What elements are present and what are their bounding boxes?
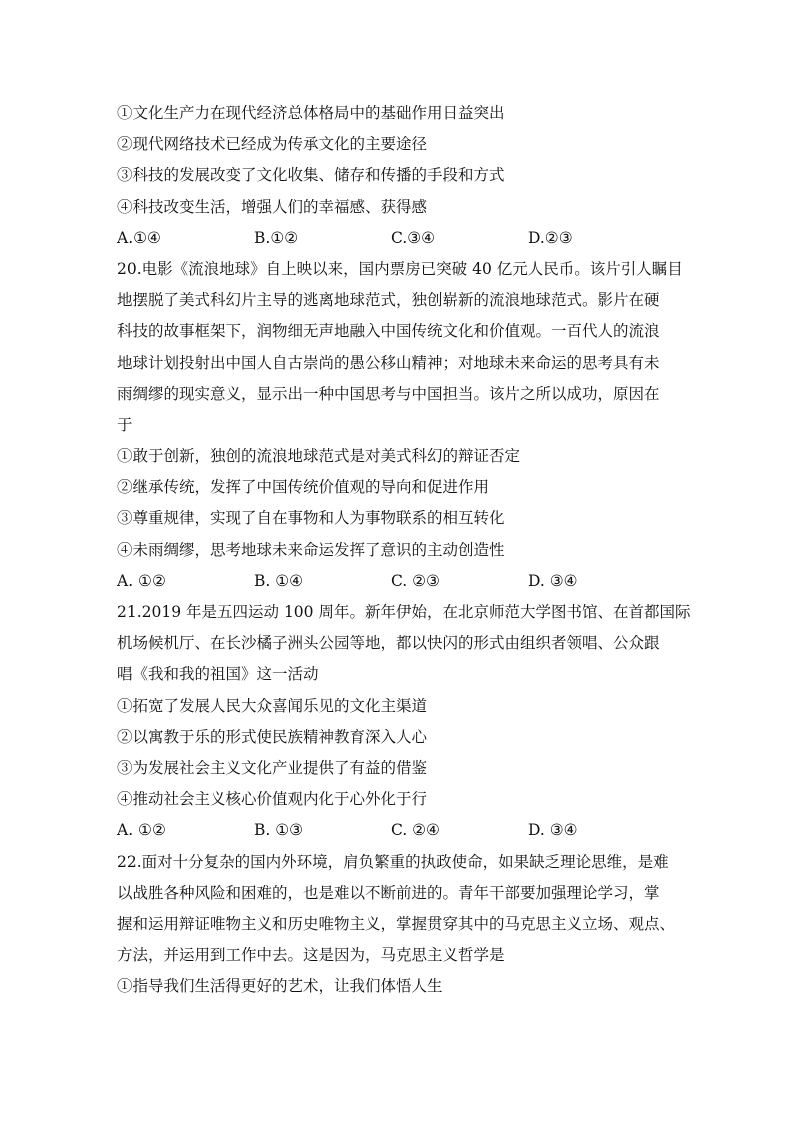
q22-stem-line-3: 握和运用辩证唯物主义和历史唯物主义，掌握贯穿其中的马克思主义立场、观点、 [117, 914, 676, 933]
q22-stem-line-4: 方法，并运用到工作中去。这是因为，马克思主义哲学是 [117, 946, 505, 965]
q22-option-1: ①指导我们生活得更好的艺术，让我们体悟人生 [117, 977, 443, 996]
question-22 [117, 847, 677, 1003]
q19-choices [117, 223, 677, 254]
q21-option-3: ③为发展社会主义文化产业提供了有益的借鉴 [117, 758, 428, 777]
q22-stem-line-2: 以战胜各种风险和困难的，也是难以不断前进的。青年干部要加强理论学习，掌 [117, 883, 660, 902]
q21-stem-line-3: 唱《我和我的祖国》这一活动 [117, 665, 319, 684]
q20-stem-line-6: 于 [117, 415, 133, 434]
q21-choice-d: D. ③④ [528, 821, 578, 840]
q21-stem-line-2: 机场候机厅、在长沙橘子洲头公园等地，都以快闪的形式由组织者领唱、公众跟 [117, 634, 660, 653]
q20-stem-line-5: 雨绸缪的现实意义，显示出一种中国思考与中国担当。该片之所以成功，原因在 [117, 384, 660, 403]
q21-choices [117, 815, 677, 846]
q19-option-3: ③科技的发展改变了文化收集、储存和传播的手段和方式 [117, 166, 505, 185]
q20-stem-line-1: 20.电影《流浪地球》自上映以来，国内票房已突破 40 亿元人民币。该片引人瞩目 [117, 259, 683, 278]
q20-option-2: ②继承传统，发挥了中国传统价值观的导向和促进作用 [117, 478, 490, 497]
q20-choices [117, 566, 677, 597]
q19-choice-c: C.③④ [391, 228, 436, 247]
q21-choice-a: A. ①② [117, 821, 166, 840]
q20-option-1: ①敢于创新，独创的流浪地球范式是对美式科幻的辩证否定 [117, 447, 521, 466]
q19-choice-d: D.②③ [528, 228, 573, 247]
q19-option-2: ②现代网络技术已经成为传承文化的主要途径 [117, 135, 428, 154]
q20-choice-c: C. ②③ [391, 571, 440, 590]
q20-stem-line-4: 地球计划投射出中国人自古崇尚的愚公移山精神；对地球未来命运的思考具有未 [117, 353, 660, 372]
q20-choice-a: A. ①② [117, 571, 166, 590]
q21-option-1: ①拓宽了发展人民大众喜闻乐见的文化主渠道 [117, 696, 428, 715]
q22-stem-line-1: 22.面对十分复杂的国内外环境，肩负繁重的执政使命，如果缺乏理论思维，是难 [117, 852, 669, 871]
q20-stem-line-2: 地摆脱了美式科幻片主导的逃离地球范式，独创崭新的流浪地球范式。影片在硬 [117, 291, 660, 310]
q20-choice-b: B. ①④ [254, 571, 304, 590]
question-19 [117, 98, 677, 254]
q21-choice-b: B. ①③ [254, 821, 304, 840]
q19-option-4: ④科技改变生活，增强人们的幸福感、获得感 [117, 197, 428, 216]
q21-option-2: ②以寓教于乐的形式使民族精神教育深入人心 [117, 727, 428, 746]
q19-choice-b: B.①② [254, 228, 299, 247]
q19-choice-a: A.①④ [117, 228, 161, 247]
q19-option-1: ①文化生产力在现代经济总体格局中的基础作用日益突出 [117, 104, 505, 122]
question-20 [117, 254, 683, 597]
q20-stem-line-3: 科技的故事框架下，润物细无声地融入中国传统文化和价值观。一百代人的流浪 [117, 322, 660, 341]
q20-choice-d: D. ③④ [528, 571, 578, 590]
page-content [117, 98, 691, 1002]
q20-option-4: ④未雨绸缪，思考地球未来命运发挥了意识的主动创造性 [117, 540, 505, 559]
q21-choice-c: C. ②④ [391, 821, 440, 840]
q20-option-3: ③尊重规律，实现了自在事物和人为事物联系的相互转化 [117, 509, 505, 528]
question-21 [117, 597, 691, 847]
q21-stem-line-1: 21.2019 年是五四运动 100 周年。新年伊始，在北京师范大学图书馆、在首都国际 [117, 603, 691, 621]
q21-option-4: ④推动社会主义核心价值观内化于心外化于行 [117, 790, 428, 809]
